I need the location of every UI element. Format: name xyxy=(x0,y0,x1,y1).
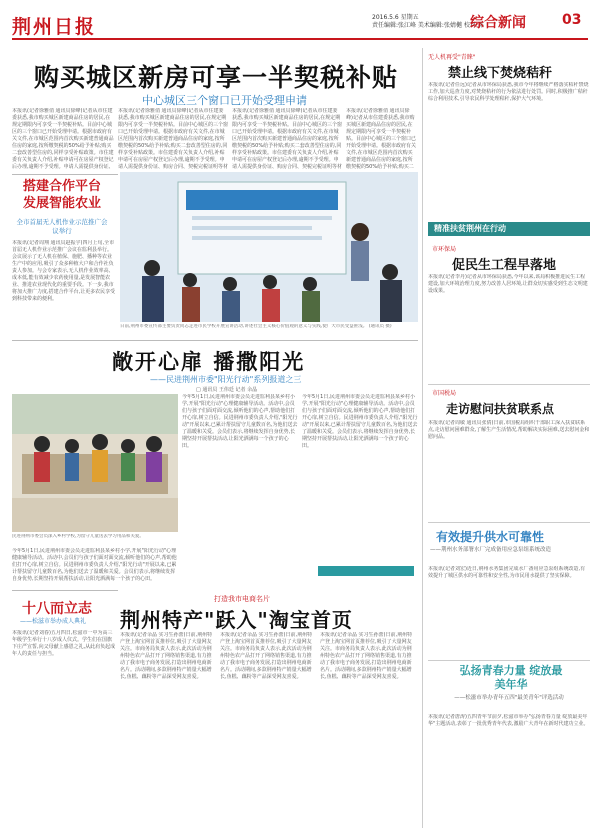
right-kicker-2: 市环保局 xyxy=(432,246,457,253)
lead-subhead: 中心城区三个窗口已开始受理申请 xyxy=(142,94,307,107)
left-story-headline: 搭建合作平台 发展智能农业 xyxy=(22,179,101,211)
mid-story-byline: □ 通讯员 王伟廷 记者 余晶 xyxy=(196,387,258,393)
right-body-3: 本报讯(记者周敏 通讯员张倩)日前,市国税局组织干部职工深入扶贫联系点,走访慰问困难群众,了解生产生活情况,帮助解决实际困难,送去慰问金和慰问品。 xyxy=(428,420,590,440)
right-headline-4: 有效提升供水可靠性 xyxy=(436,530,545,544)
right-body-4: 本报讯(记者刘宏)近日,荆州水务集团完成水厂备用应急泵组系统改造,有效提升了城区供水的可靠性和安全性,为市民用水提供了坚实保障。 xyxy=(428,566,586,579)
masthead-rule xyxy=(12,38,588,40)
mid-body-col2: 今年5月1日,民进荆州市委会员走进监利县某乡村小学,开展"阳光行动"心理健康辅导活动。活动中,会员们与孩子们面对面交流,倾听他们的心声,帮助他们打开心扉,树立自信。民进荆州市委负责人介绍,"阳光行动"开展以来,已累计帮扶留守儿童数百名,为他们送去了温暖和关爱。会员们表示,将继续发挥自身优势,长期坚持开展帮扶活动,让阳光洒满每一个孩子的心田。 xyxy=(302,394,418,449)
mid-photo-illustration xyxy=(12,394,178,532)
mid-story-subhead: ——民进荆州市委"阳光行动"系列报道之三 xyxy=(150,375,302,384)
bottom-mid-body-col2: 本报讯(记者余晶 实习生孙蕾)日前,荆州特产登上淘宝网首页推荐位,吸引了大量网友关注。市商务局负责人表示,此次活动为荆州特色农产品打开了网络销售渠道,有力推动了我市电子商务发展,打造出荆州电商新名片。活动期间,多款荆州特产销量大幅增长,鱼糕、藕粉等产品深受网友喜爱。 xyxy=(220,632,313,680)
mid-photo xyxy=(12,394,178,532)
lead-photo-caption xyxy=(120,324,418,338)
mid-rule xyxy=(12,340,418,341)
right-body-5: 本报讯(记者唐涛)五四青年节前夕,松滋市举办"弘扬青春力量 绽放最美年华"主题活动,表彰了一批优秀青年代表,激励广大青年在新时代建功立业。 xyxy=(428,714,589,727)
right-headline-5-sub: ——松滋市举办青年五四"最美青年"评选活动 xyxy=(454,695,564,701)
left-rule xyxy=(12,174,118,175)
editors-text: 责任编辑:张江峰 美术编辑:张婧樾 校对:邓 xyxy=(372,22,484,29)
bottom-mid-body-col3: 本报讯(记者余晶 实习生孙蕾)日前,荆州特产登上淘宝网首页推荐位,吸引了大量网友关注。市商务局负责人表示,此次活动为荆州特色农产品打开了网络销售渠道,有力推动了我市电子商务发展,打造出荆州电商新名片。活动期间,多款荆州特产销量大幅增长,鱼糕、藕粉等产品深受网友喜爱。 xyxy=(320,632,413,680)
bottom-mid-kicker: 打造我市电商名片 xyxy=(214,595,270,603)
right-headline-3: 走访慰问扶贫联系点 xyxy=(446,402,555,416)
lead-photo-illustration xyxy=(120,172,418,322)
bottom-left-headline: 十八而立志 xyxy=(22,601,92,617)
date-text: 2016.5.6 星期五 xyxy=(372,14,419,21)
dateline xyxy=(372,14,484,30)
bottom-left-subhead: ——松滋市举办成人典礼 xyxy=(20,618,87,625)
right-headline-4-sub: ——荆州水务部署水厂完成备用应急泵组系统改造 xyxy=(430,547,552,553)
right-rule-5 xyxy=(428,660,590,661)
newspaper-logo: 荆州日报 xyxy=(12,16,97,38)
bottom-left-body: 本报讯(记者刘春)五月四日,松滋市一中为高三年级学生举行十八岁成人仪式。学生们在国旗下庄严宣誓,向父母献上感恩之礼,从此肩负起成年人的责任与担当。 xyxy=(12,630,116,657)
right-kicker-3: 市国税局 xyxy=(432,390,457,397)
section-title: 综合新闻 xyxy=(470,15,526,31)
right-banner-text: 精准扶贫荆州在行动 xyxy=(434,224,506,233)
right-headline-2: 促民生工程早落地 xyxy=(452,258,557,273)
right-headline-5: 弘扬青春力量 绽放最美年华 xyxy=(459,664,563,691)
mid-story-headline: 敞开心扉 播撒阳光 xyxy=(112,350,306,374)
page-number: 03 xyxy=(562,12,582,28)
bottom-mid-body-col1: 本报讯(记者余晶 实习生孙蕾)日前,荆州特产登上淘宝网首页推荐位,吸引了大量网友关注。市商务局负责人表示,此次活动为荆州特色农产品打开了网络销售渠道,有力推动了我市电子商务发展,打造出荆州电商新名片。活动期间,多款荆州特产销量大幅增长,鱼糕、藕粉等产品深受网友喜爱。 xyxy=(120,632,213,680)
mid-body-col3: 今年5月1日,民进荆州市委会员走进监利县某乡村小学,开展"阳光行动"心理健康辅导活动。活动中,会员们与孩子们面对面交流,倾听他们的心声,帮助他们打开心扉,树立自信。民进荆州市委负责人介绍,"阳光行动"开展以来,已累计帮扶留守儿童数百名,为他们送去了温暖和关爱。会员们表示,将继续发挥自身优势,长期坚持开展帮扶活动,让阳光洒满每一个孩子的心田。 xyxy=(12,548,177,582)
lead-photo xyxy=(120,172,418,322)
mid-body-col1: 今年5月1日,民进荆州市委会员走进监利县某乡村小学,开展"阳光行动"心理健康辅导活动。活动中,会员们与孩子们面对面交流,倾听他们的心声,帮助他们打开心扉,树立自信。民进荆州市委负责人介绍,"阳光行动"开展以来,已累计帮扶留守儿童数百名,为他们送去了温暖和关爱。会员们表示,将继续发挥自身优势,长期坚持开展帮扶活动,让阳光洒满每一个孩子的心田。 xyxy=(182,394,298,449)
lead-headline: 购买城区新房可享一半契税补贴 xyxy=(34,63,399,92)
mid-photo-caption: 民进荆州市委会员深入乡村学校,为留守儿童送去学习用品和关爱。 xyxy=(12,534,144,539)
lead-body-col1: 本报讯(记者徐雅俏 通讯员徐峰)记者从市住建委获悉,我市购买城区新建商品住房的居民,在规定期限内可享受一半契税补贴。目前中心城区的三个窗口已开始受理申请。根据市政府有关文件,在市城区范围内首次购买新建普通商品住房的家庭,按所缴契税的50%给予补贴;购买二套改善型住房的,同样享受补贴政策。市住建委有关负责人介绍,补贴申请可在房屋产权登记后办理,逾期不予受理。申请人需提供身份证、 xyxy=(12,108,114,170)
right-headline-1: 禁止线下焚烧秸秆 xyxy=(448,66,553,81)
bottom-mid-headline: 荆州特产"跃入"淘宝首页 xyxy=(120,608,353,632)
lead-photo-credit: (通讯员 摄) xyxy=(368,324,392,329)
right-topbox-label: 无人机再受"青睐" xyxy=(428,54,476,61)
right-body-1: 本报讯(记者任远)记者从市环保局获悉,我市今年将继续严格落实秸秆禁烧工作,加大巡查力度,对焚烧秸秆的行为依法进行处罚。同时,积极推广秸秆综合利用技术,引导农民科学处理秸秆,保护大气环境。 xyxy=(428,82,589,102)
mid-tag xyxy=(318,566,414,576)
bottom-left-rule xyxy=(12,590,118,591)
right-col-divider xyxy=(422,48,423,828)
lead-body-col3: 本报讯(记者徐雅俏 通讯员徐峰)记者从市住建委获悉,我市购买城区新建商品住房的居民,在规定期限内可享受一半契税补贴。目前中心城区的三个窗口已开始受理申请。根据市政府有关文件,在市城区范围内首次购买新建普通商品住房的家庭,按所缴契税的50%给予补贴;购买二套改善型住房的,同样享受补贴政策。市住建委有关负责人介绍,补贴申请可在房屋产权登记后办理,逾期不予受理。申请人需提供身份证、购房合同、契税完税证明等材 xyxy=(232,108,342,170)
right-rule-4 xyxy=(428,522,590,523)
left-story-body: 本报讯(记者周翔 通讯员赵振宇)四月上旬,全市首届无人机作业示范推广会议在监利县举行。会议展示了无人机在植保、施肥、播种等农业生产中的应用,吸引了众多种植大户和合作社负责人参加。与会专家表示,无人机作业效率高、成本低,能有效减少农药使用量,是发展智能农业、推进农业现代化的重要手段。下一步,我市将加大推广力度,搭建合作平台,让更多农民享受到科技带来的便利。 xyxy=(12,240,116,302)
right-rule-3 xyxy=(428,384,590,385)
lead-body-col4: 本报讯(记者徐雅俏 通讯员徐峰)记者从市住建委获悉,我市购买城区新建商品住房的居民,在规定期限内可享受一半契税补贴。目前中心城区的三个窗口已开始受理申请。根据市政府有关文件,在市城区范围内首次购买新建普通商品住房的家庭,按所缴契税的50%给予补贴;购买二 xyxy=(346,108,416,170)
right-body-2: 本报讯(记者李丹)记者从市环保局获悉,今年以来,该局积极推进民生工程建设,加大环境治理力度,努力改善人居环境,让群众切实感受到生态文明建设成果。 xyxy=(428,274,588,294)
right-banner xyxy=(428,222,590,236)
lead-photo-caption-text: 日前,荆州市委宣传部主要负责同志走进市民学校开展宣讲活动,讲述社会主义核心价值观的意义与实践,使广大市民受益匪浅。 xyxy=(120,324,368,329)
left-story-subhead: 全市首届无人机作业示范推广会议举行 xyxy=(16,218,108,235)
lead-body-col2: 本报讯(记者徐雅俏 通讯员徐峰)记者从市住建委获悉,我市购买城区新建商品住房的居民,在规定期限内可享受一半契税补贴。目前中心城区的三个窗口已开始受理申请。根据市政府有关文件,在市城区范围内首次购买新建普通商品住房的家庭,按所缴契税的50%给予补贴;购买二套改善型住房的,同样享受补贴政策。市住建委有关负责人介绍,补贴申请可在房屋产权登记后办理,逾期不予受理。申请人需提供身份证、购房合同、契税完税证明等材 xyxy=(118,108,228,170)
